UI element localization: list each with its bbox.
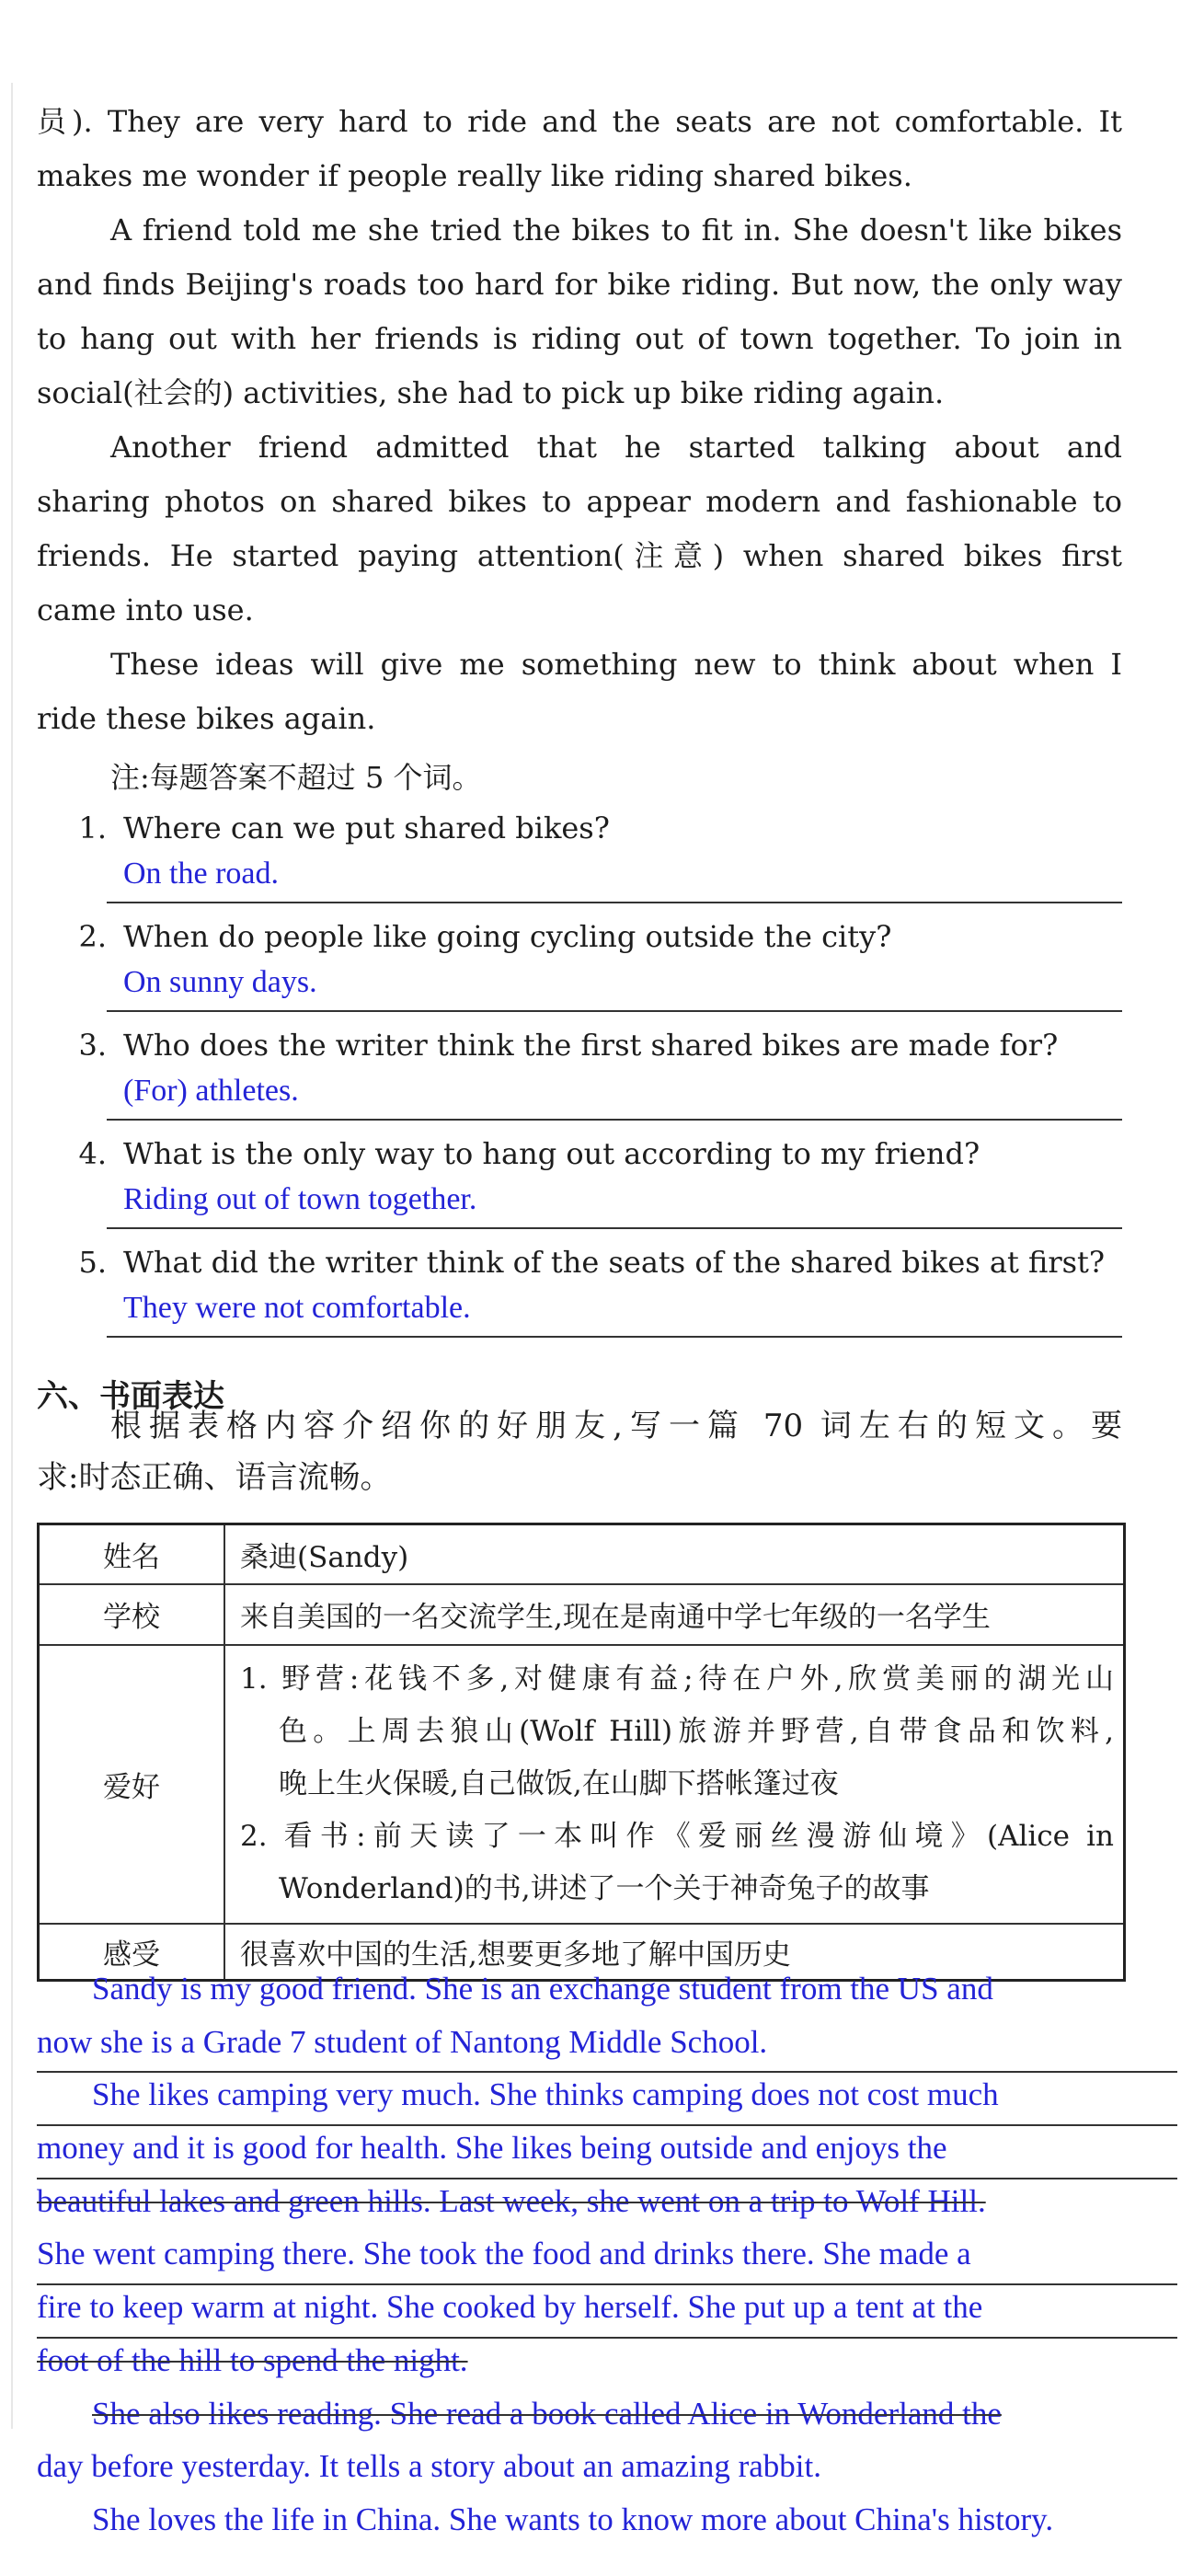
passage-line: ride these bikes again. [37,701,376,736]
instruction-line-1: 根据表格内容介绍你的好朋友,写一篇 70 词左右的短文。要 [110,1408,1122,1444]
question-item [37,805,1122,903]
essay-line [37,2020,1177,2074]
question-line [37,914,1122,960]
question-item [37,1131,1122,1229]
reading-passage [37,95,1122,746]
essay-line-text: day before yesterday. It tells a story about an amazing rabbit. [37,2448,821,2485]
question-text: Who does the writer think the first shared bikes are made for? [123,1028,1059,1063]
answer-line: They were not comfortable. [107,1285,1122,1338]
table-row [39,1584,1125,1645]
passage-line: sharing photos on shared bikes to appear modern and fashionable to [37,484,1122,519]
question-line [37,805,1122,851]
hobby-line: 2. 看书:前天读了一本叫作《爱丽丝漫游仙境》(Alice in [240,1819,1114,1853]
answer-line: On sunny days. [107,960,1122,1012]
passage-line: social(社会的) activities, she had to pick up bike riding again. [37,375,945,410]
question-item [37,1239,1122,1338]
passage-line: and finds Beijing's roads too hard for bike riding. But now, the only way [37,267,1122,302]
question-number: 2. [78,919,107,954]
essay-line [37,2126,1177,2179]
essay-line [37,2073,1177,2126]
passage-line: These ideas will give me something new to think about when I [110,647,1122,682]
question-line [37,1239,1122,1285]
passage-line: makes me wonder if people really like riding shared bikes. [37,158,912,193]
question-item [37,1022,1122,1121]
answer-line: On the road. [107,851,1122,903]
question-text: What did the writer think of the seats of the shared bikes at first? [123,1245,1106,1280]
question-number: 3. [78,1028,107,1063]
essay-line [37,2179,1177,2233]
school-label: 学校 [39,1584,225,1645]
essay-line [37,2232,1177,2285]
passage-line: friends. He started paying attention(注意) when shared bikes first [37,538,1122,573]
question-line [37,1131,1122,1177]
question-text: When do people like going cycling outside the city? [123,919,892,954]
question-line [37,1022,1122,1068]
question-item [37,914,1122,1012]
essay-line [37,1967,1177,2020]
name-value: 桑迪(Sandy) [224,1524,1125,1584]
essay-line-text: foot of the hill to spend the night. [37,2341,468,2378]
feeling-value: 很喜欢中国的生活,想要更多地了解中国历史 [224,1924,1125,1981]
passage-line: to hang out with her friends is riding out of town together. To join in [37,321,1122,356]
handwritten-essay [37,1967,1177,2551]
question-text: What is the only way to hang out according to my friend? [123,1136,980,1171]
table-row [39,1524,1125,1584]
essay-line-text: now she is a Grade 7 student of Nantong Middle School. [37,2023,768,2060]
question-number: 4. [78,1136,107,1171]
friend-info-table [37,1523,1126,1982]
passage-line: Another friend admitted that he started talking about and [110,430,1122,465]
essay-line-text: She likes camping very much. She thinks camping does not cost much [92,2076,999,2113]
essay-line [37,2498,1177,2551]
section-title: 六、书面表达 [37,1378,224,1415]
essay-line-text: money and it is good for health. She likes being outside and enjoys the [37,2130,947,2167]
passage-line: 员). They are very hard to ride and the seats are not comfortable. It [37,104,1123,139]
answer-line: (For) athletes. [107,1068,1122,1121]
essay-line [37,2392,1177,2445]
hobby-line: 色。上周去狼山(Wolf Hill)旅游并野营,自带食品和饮料, [279,1714,1114,1748]
essay-line-text: beautiful lakes and green hills. Last week, she went on a trip to Wolf Hill. [37,2182,986,2219]
essay-line-text: She went camping there. She took the food and drinks there. She made a [37,2236,971,2272]
essay-line-text: fire to keep warm at night. She cooked by herself. She put up a tent at the [37,2289,983,2326]
hobby-list [240,1646,1123,1923]
hobby-value [224,1645,1125,1924]
hobby-line: 晚上生火保暖,自己做饭,在山脚下搭帐篷过夜 [279,1766,839,1800]
school-value: 来自美国的一名交流学生,现在是南通中学七年级的一名学生 [224,1584,1125,1645]
page-edge-line [11,83,13,2429]
instruction-line-2: 求:时态正确、语言流畅。 [37,1459,392,1496]
question-number: 5. [78,1245,107,1280]
hobby-line: 1. 野营:花钱不多,对健康有益;待在户外,欣赏美丽的湖光山 [240,1662,1114,1696]
hobby-label: 爱好 [39,1645,225,1924]
question-text: Where can we put shared bikes? [123,811,610,845]
essay-line-text: She loves the life in China. She wants to know more about China's history. [92,2501,1054,2537]
writing-instruction [37,1400,1122,1503]
hobby-line: Wonderland)的书,讲述了一个关于神奇兔子的故事 [279,1871,930,1905]
essay-line-text: Sandy is my good friend. She is an exchange student from the US and [92,1971,993,2007]
question-number: 1. [78,811,107,845]
essay-line-text: She also likes reading. She read a book called Alice in Wonderland the [92,2395,1002,2432]
passage-line: came into use. [37,592,254,627]
passage-line: A friend told me she tried the bikes to fit in. She doesn't like bikes [110,213,1122,247]
table-row [39,1645,1125,1924]
essay-line [37,2339,1177,2392]
essay-line [37,2444,1177,2498]
feeling-label: 感受 [39,1924,225,1981]
answer-note: 注:每题答案不超过 5 个词。 [110,760,482,795]
name-label: 姓名 [39,1524,225,1584]
essay-line [37,2285,1177,2339]
answer-line: Riding out of town together. [107,1177,1122,1229]
